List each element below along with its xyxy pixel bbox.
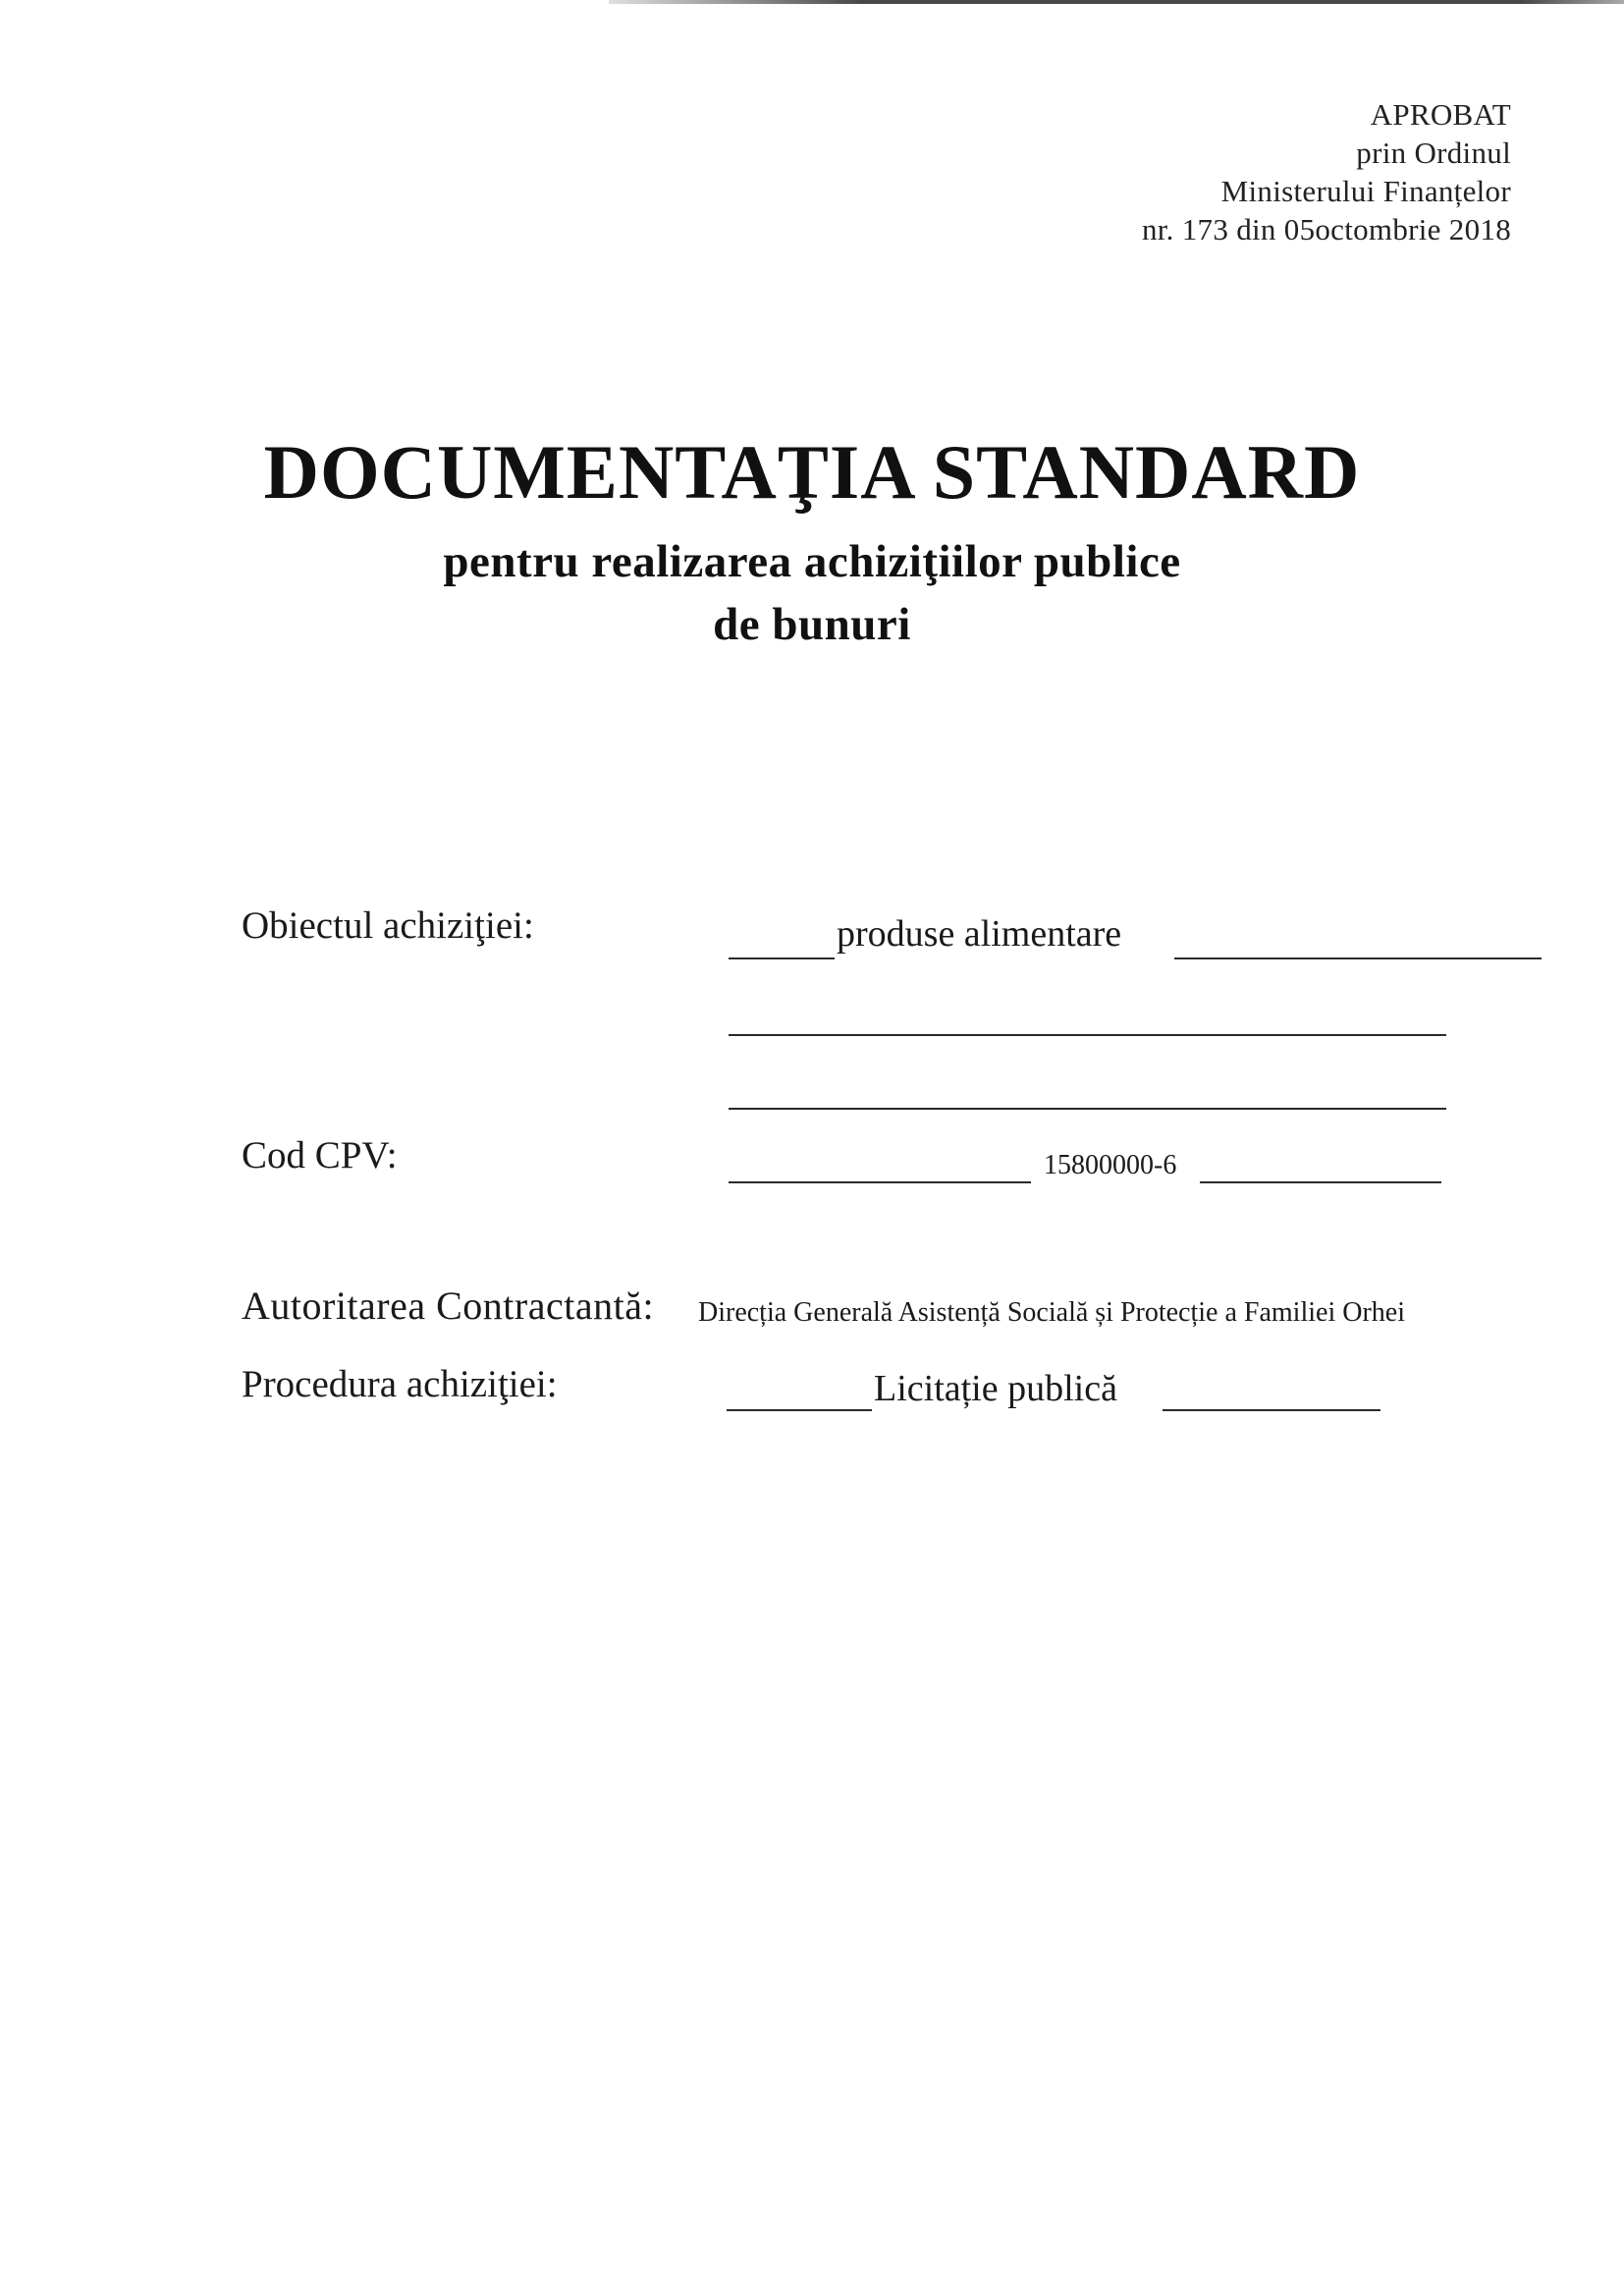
approval-line-3: Ministerului Finanțelor	[1220, 174, 1511, 208]
authority-label: Autoritarea Contractantă:	[242, 1284, 655, 1328]
document-title: DOCUMENTAŢIA STANDARD	[263, 429, 1361, 515]
object-label: Obiectul achiziţiei:	[242, 904, 534, 947]
object-blank-line-1	[729, 1034, 1446, 1036]
object-underline-left	[729, 957, 835, 959]
approval-line-4: nr. 173 din 05octombrie 2018	[1141, 212, 1511, 246]
procedure-underline-left	[727, 1409, 872, 1411]
cpv-value: 15800000-6	[1044, 1150, 1177, 1180]
cpv-label: Cod CPV:	[242, 1134, 398, 1176]
document-subtitle-line-1: pentru realizarea achiziţiilor publice	[443, 536, 1181, 587]
object-underline-right	[1174, 957, 1542, 959]
procedure-value: Licitație publică	[874, 1368, 1117, 1409]
authority-value: Direcția Generală Asistență Socială și Protecție a Familiei Orhei	[698, 1297, 1405, 1328]
approval-block	[1142, 95, 1511, 248]
procedure-underline-right	[1163, 1409, 1380, 1411]
object-blank-line-2	[729, 1108, 1446, 1110]
object-value: produse alimentare	[837, 913, 1122, 955]
document-subtitle-line-2: de bunuri	[713, 599, 911, 650]
approval-line-1: APROBAT	[1370, 97, 1511, 132]
cpv-underline-right	[1200, 1181, 1441, 1183]
procedure-label: Procedura achiziţiei:	[242, 1363, 558, 1405]
scan-top-edge	[609, 0, 1624, 4]
approval-line-2: prin Ordinul	[1356, 136, 1511, 170]
cpv-underline-left	[729, 1181, 1031, 1183]
